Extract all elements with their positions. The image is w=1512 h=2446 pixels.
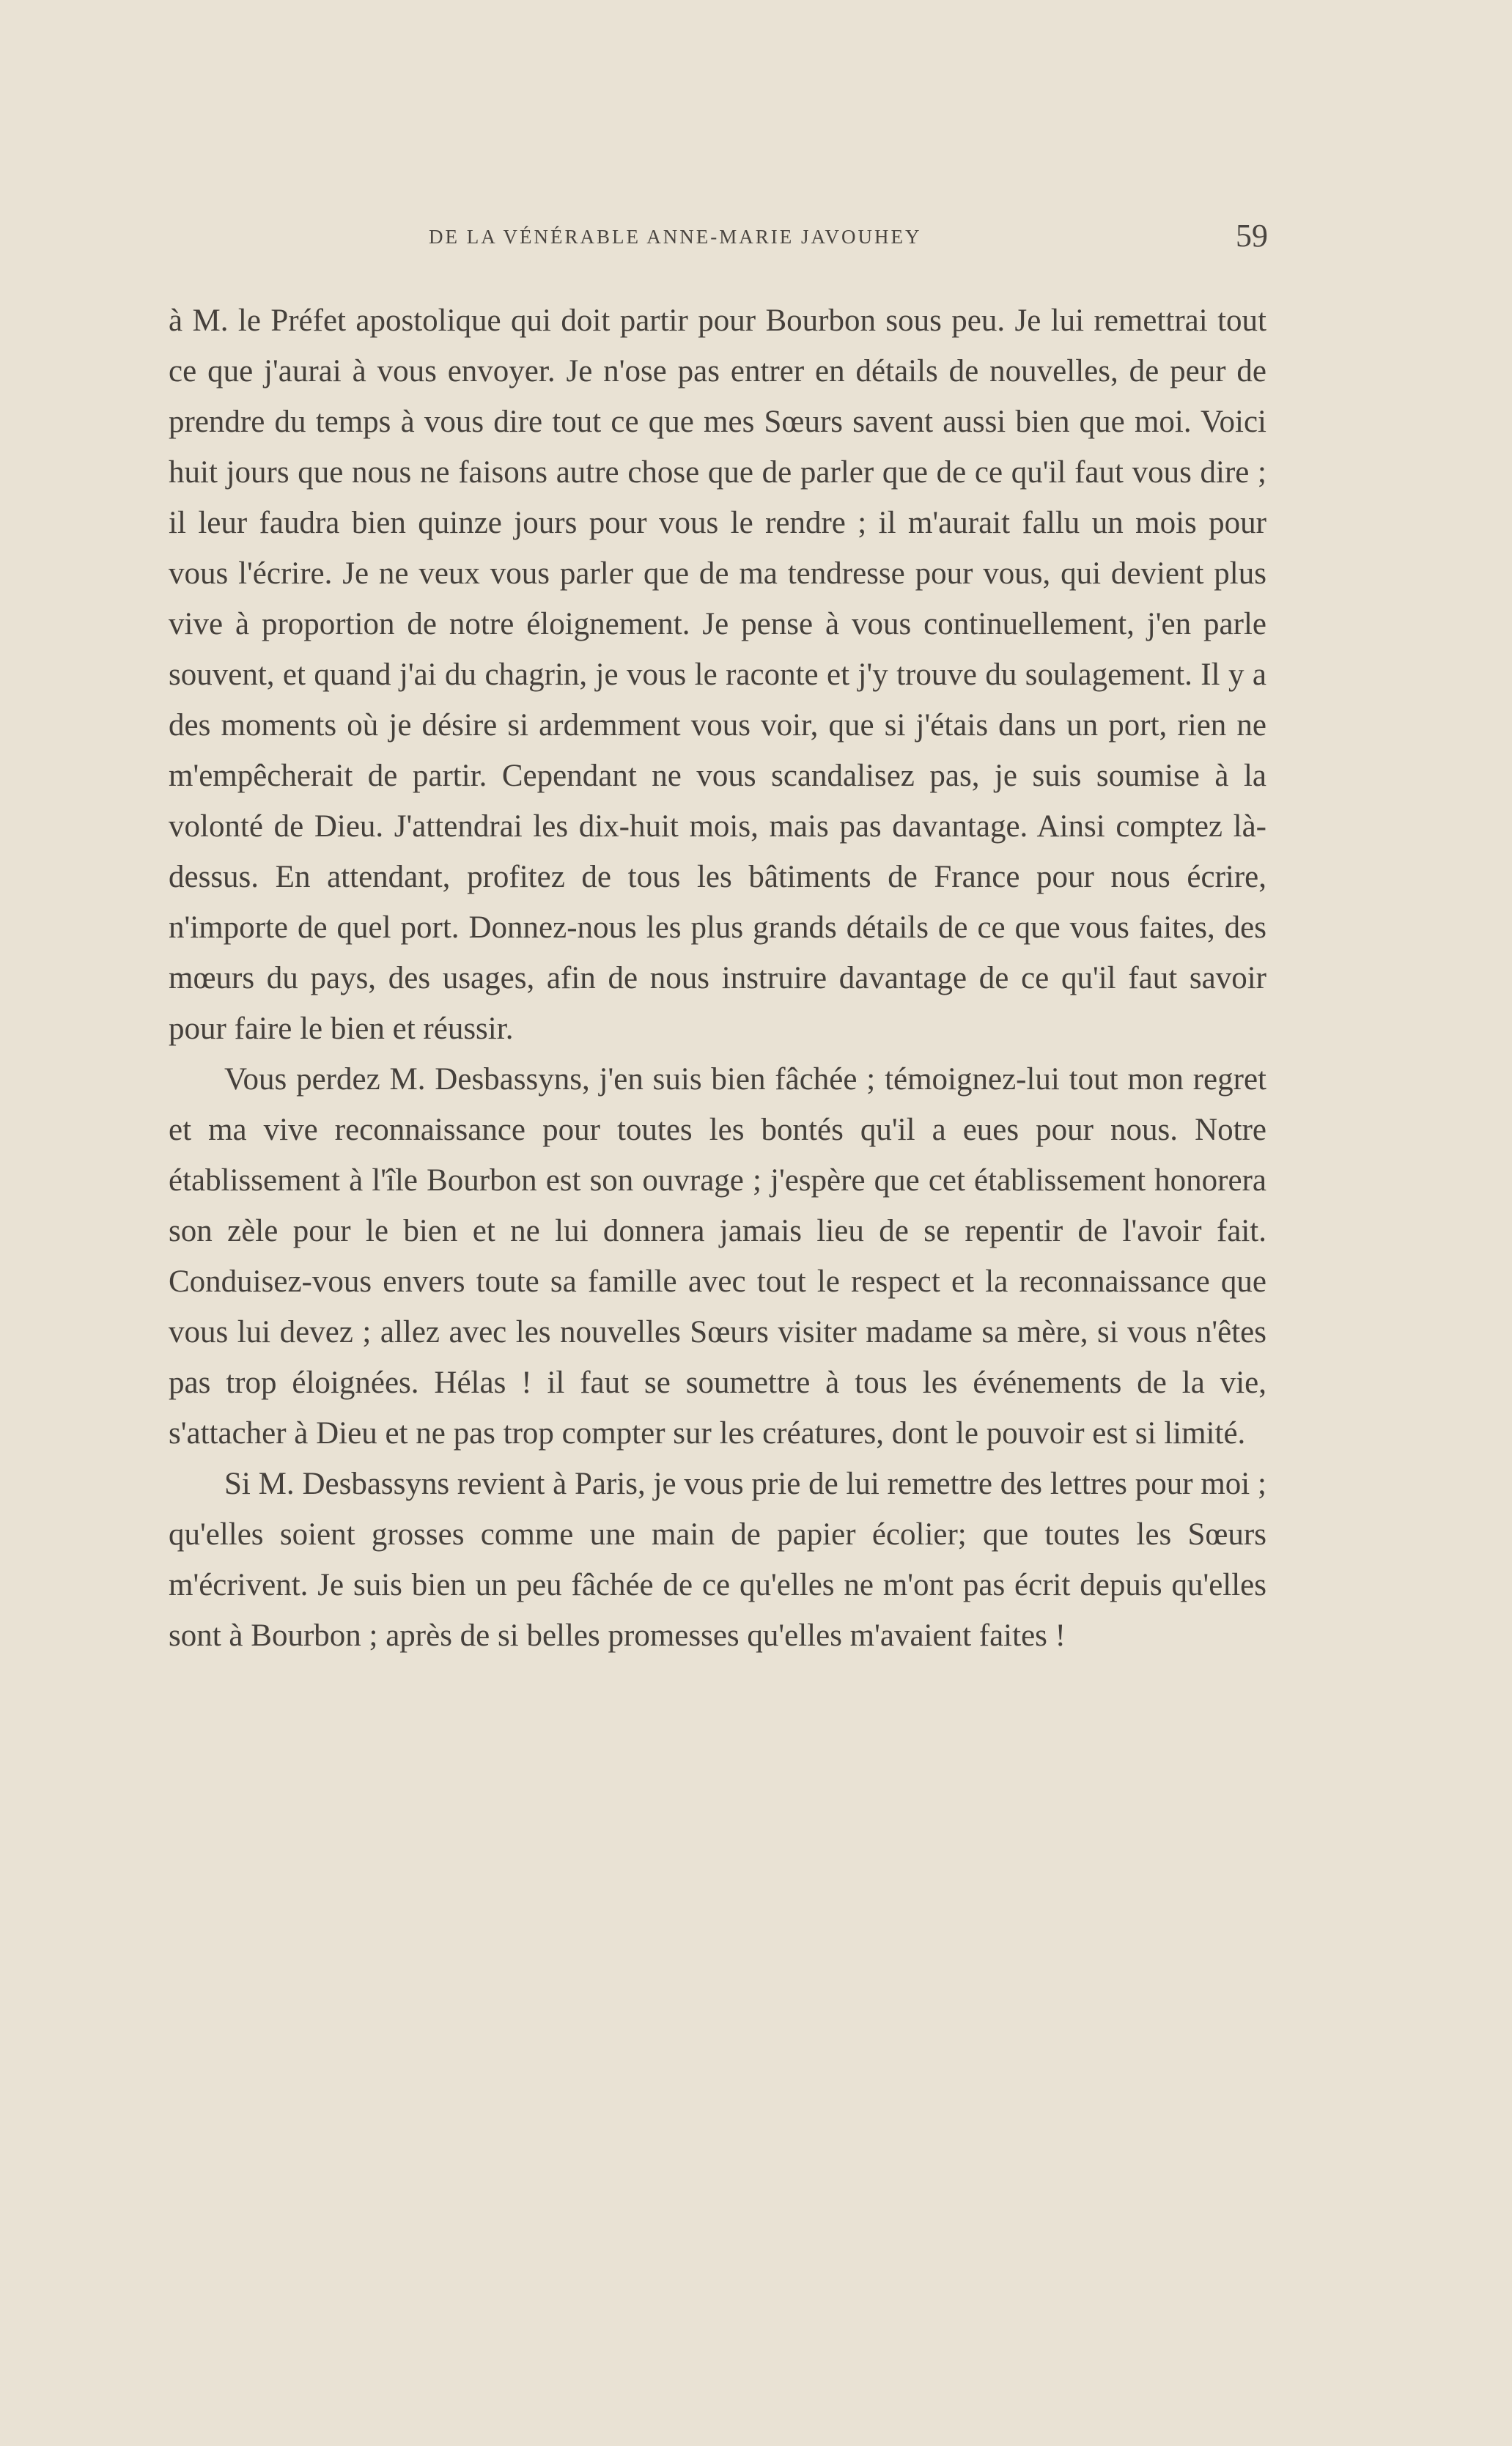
running-title: DE LA VÉNÉRABLE ANNE-MARIE JAVOUHEY	[429, 226, 922, 248]
paragraph-3: Si M. Desbassyns revient à Paris, je vous prie de lui remettre des lettres pour moi ; qu'elles soient grosses comme une main de papier écolier; que toutes les Sœurs m'écrivent. Je suis bien un peu fâchée de ce qu'elles ne m'ont pas écrit depuis qu'elles sont à Bourbon ; après de si belles promesses qu'elles m'avaient faites !	[169, 1467, 1266, 1653]
body-text	[169, 295, 1266, 1661]
paragraph-1: à M. le Préfet apostolique qui doit partir pour Bourbon sous peu. Je lui remettrai tout ce que j'aurai à vous envoyer. Je n'ose pas entrer en détails de nouvelles, de peur de prendre du temps à vous dire tout ce que mes Sœurs savent aussi bien que moi. Voici huit jours que nous ne faisons autre chose que de parler que de ce qu'il faut vous dire ; il leur faudra bien quinze jours pour vous le rendre ; il m'aurait fallu un mois pour vous l'écrire. Je ne veux vous parler que de ma tendresse pour vous, qui devient plus vive à proportion de notre éloignement. Je pense à vous continuellement, j'en parle souvent, et quand j'ai du chagrin, je vous le raconte et j'y trouve du soulagement. Il y a des moments où je désire si ardemment vous voir, que si j'étais dans un port, rien ne m'empêcherait de partir. Cependant ne vous scandalisez pas, je suis soumise à la volonté de Dieu. J'attendrai les dix-huit mois, mais pas davantage. Ainsi comptez là-dessus. En attendant, profitez de tous les bâtiments de France pour nous écrire, n'importe de quel port. Donnez-nous les plus grands détails de ce que vous faites, des mœurs du pays, des usages, afin de nous instruire davantage de ce qu'il faut savoir pour faire le bien et réussir.	[169, 303, 1266, 1046]
paragraph-2: Vous perdez M. Desbassyns, j'en suis bien fâchée ; témoignez-lui tout mon regret et ma vive reconnaissance pour toutes les bontés qu'il a eues pour nous. Notre établissement à l'île Bourbon est son ouvrage ; j'espère que cet établissement honorera son zèle pour le bien et ne lui donnera jamais lieu de se repentir de l'avoir fait. Conduisez-vous envers toute sa famille avec tout le respect et la reconnaissance que vous lui devez ; allez avec les nouvelles Sœurs visiter madame sa mère, si vous n'êtes pas trop éloignées. Hélas ! il faut se soumettre à tous les événements de la vie, s'attacher à Dieu et ne pas trop compter sur les créatures, dont le pouvoir est si limité.	[169, 1062, 1266, 1451]
running-head	[169, 217, 1268, 254]
page-number: 59	[1236, 218, 1268, 254]
